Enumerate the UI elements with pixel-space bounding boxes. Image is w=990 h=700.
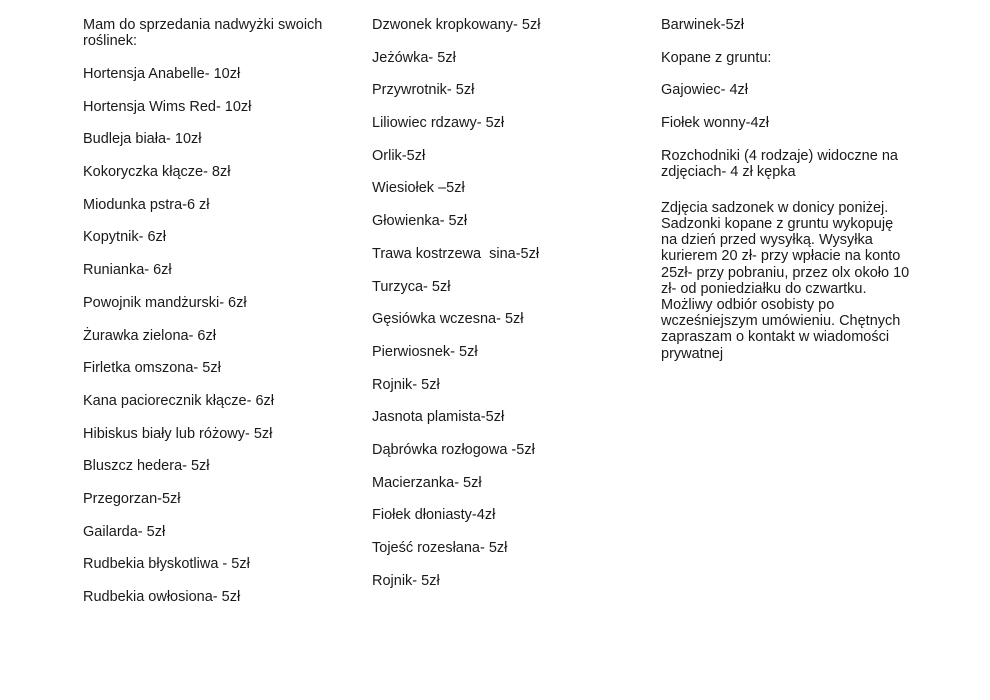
list-item-rozchodniki: Rozchodniki (4 rodzaje) widoczne na zdjęciach- 4 zł kępka (661, 147, 898, 180)
list-item: Pierwiosnek- 5zł (372, 343, 478, 360)
list-item: Orlik-5zł (372, 147, 426, 164)
list-item: Bluszcz hedera- 5zł (83, 458, 210, 475)
column-middle (372, 17, 632, 605)
list-item: Przywrotnik- 5zł (372, 82, 475, 99)
section-heading: Kopane z gruntu: (661, 49, 772, 66)
list-item: Kopytnik- 6zł (83, 229, 167, 246)
shipping-note: Zdjęcia sadzonek w donicy poniżej. Sadzonki kopane z gruntu wykopuję na dzień przed wysyłką. Wysyłka kurierem 20 zł- przy wpłacie na konto 25zł- przy pobraniu, przez olx około 10 zł- od poniedziałku do czwartku. Możliwy odbiór osobisty po wcześniejszym umówieniu. Chętnych zapraszam o kontakt w wiadomości prywatnej (661, 199, 910, 362)
column-left (83, 17, 338, 622)
list-item: Barwinek-5zł (661, 17, 744, 33)
list-item: Rudbekia owłosiona- 5zł (83, 589, 241, 605)
list-item: Liliowiec rdzawy- 5zł (372, 115, 505, 132)
list-item: Jasnota plamista-5zł (372, 409, 505, 426)
list-item: Macierzanka- 5zł (372, 474, 482, 491)
list-item: Trawa kostrzewa sina-5zł (372, 245, 540, 262)
list-item: Gęsiówka wczesna- 5zł (372, 311, 524, 328)
list-item: Turzyca- 5zł (372, 278, 451, 295)
intro-text: Mam do sprzedania nadwyżki swoich roślinek: (83, 17, 323, 49)
list-item: Głowienka- 5zł (372, 213, 468, 230)
list-item: Wiesiołek –5zł (372, 180, 465, 197)
list-item: Rudbekia błyskotliwa - 5zł (83, 556, 250, 573)
list-item: Rojnik- 5zł (372, 572, 440, 589)
list-item: Żurawka zielona- 6zł (83, 327, 216, 344)
list-item: Fiołek wonny-4zł (661, 115, 769, 132)
column-right (661, 17, 911, 362)
list-item: Miodunka pstra-6 zł (83, 196, 210, 213)
list-item: Tojeść rozesłana- 5zł (372, 540, 508, 556)
list-item: Budleja biała- 10zł (83, 131, 202, 148)
list-item: Przegorzan-5zł (83, 490, 181, 507)
list-item: Dzwonek kropkowany- 5zł (372, 17, 541, 33)
list-item: Dąbrówka rozłogowa -5zł (372, 441, 535, 458)
list-item: Runianka- 6zł (83, 262, 172, 279)
list-item: Fiołek dłoniasty-4zł (372, 507, 496, 524)
list-item: Jeżówka- 5zł (372, 49, 456, 66)
list-item: Kokoryczka kłącze- 8zł (83, 164, 231, 181)
list-item: Rojnik- 5zł (372, 376, 440, 393)
list-item: Powojnik mandżurski- 6zł (83, 294, 247, 311)
list-item: Gajowiec- 4zł (661, 82, 749, 99)
list-item: Kana paciorecznik kłącze- 6zł (83, 392, 275, 409)
list-item: Gailarda- 5zł (83, 523, 166, 540)
list-item: Hortensja Wims Red- 10zł (83, 98, 252, 115)
list-item: Hortensja Anabelle- 10zł (83, 66, 241, 82)
list-item: Hibiskus biały lub różowy- 5zł (83, 425, 273, 442)
list-item: Firletka omszona- 5zł (83, 360, 221, 377)
